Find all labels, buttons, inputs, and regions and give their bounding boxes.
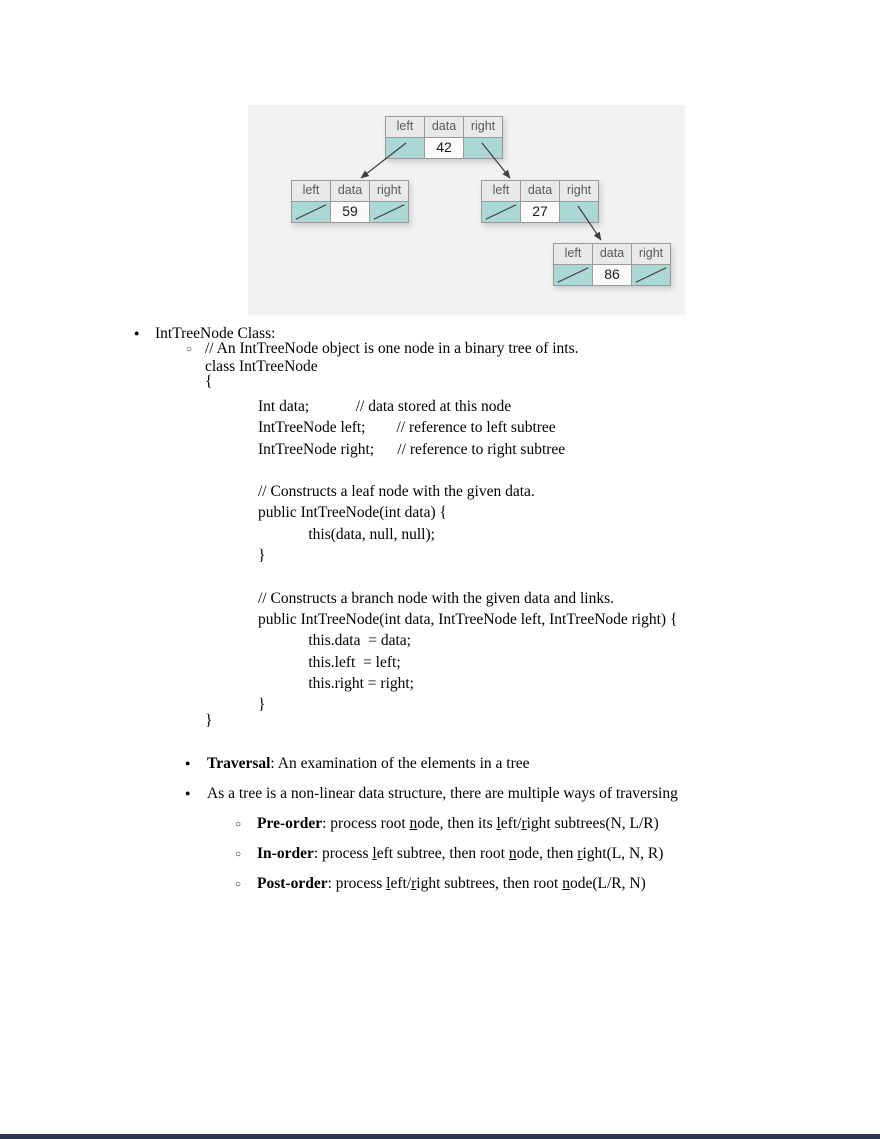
null-slash-icon — [554, 265, 592, 285]
inorder-bullet: In-order: process left subtree, then root node, then right(L, N, R) — [257, 845, 664, 862]
node-value: 27 — [520, 201, 560, 223]
right-pointer-cell-null — [369, 201, 409, 223]
postorder-bullet: Post-order: process left/right subtrees, then root node(L/R, N) — [257, 875, 646, 892]
header-right-label: right — [369, 180, 409, 202]
code-line: IntTreeNode right; // reference to right subtree — [258, 440, 566, 458]
class-declaration-text: class IntTreeNode — [205, 357, 318, 375]
left-pointer-cell — [385, 137, 425, 159]
node-value: 86 — [592, 264, 632, 286]
bullet-disc-icon — [134, 326, 155, 344]
right-pointer-cell-null — [631, 264, 671, 286]
list-item — [185, 754, 530, 775]
code-line: this.left = left; — [258, 653, 401, 671]
null-slash-icon — [632, 265, 670, 285]
code-line: // Constructs a leaf node with the given data. — [258, 483, 535, 501]
bullet-disc-icon — [185, 754, 207, 775]
code-line: } — [258, 696, 266, 714]
code-line: public IntTreeNode(int data, IntTreeNode left, IntTreeNode right) { — [258, 610, 678, 628]
list-item — [186, 341, 579, 374]
bullet-circle-icon — [235, 844, 257, 865]
code-line: this.data = data; — [258, 632, 411, 650]
node-value: 42 — [424, 137, 464, 159]
node-header-row — [291, 180, 409, 202]
list-item — [235, 814, 659, 835]
header-left-label: left — [291, 180, 331, 202]
header-right-label: right — [463, 116, 503, 138]
left-pointer-cell-null — [553, 264, 593, 286]
tree-node-root — [385, 116, 503, 159]
null-slash-icon — [482, 202, 520, 222]
code-line — [258, 460, 677, 481]
bullet-circle-icon — [235, 874, 257, 895]
nonlinear-bullet: As a tree is a non-linear data structure, there are multiple ways of traversing — [207, 785, 678, 802]
list-item — [235, 874, 646, 895]
class-comment-text: // An IntTreeNode object is one node in a binary tree of ints. — [205, 340, 579, 357]
tree-node-right-right-child — [553, 243, 671, 286]
list-item — [235, 844, 663, 865]
left-pointer-cell-null — [481, 201, 521, 223]
open-brace: { — [205, 373, 213, 390]
bullet-circle-icon — [235, 814, 257, 835]
bullet-circle-icon — [186, 341, 205, 359]
tree-node-left-child — [291, 180, 409, 223]
node-header-row — [553, 243, 671, 265]
code-line: this.right = right; — [258, 674, 414, 692]
null-slash-icon — [370, 202, 408, 222]
code-line: } — [258, 547, 266, 565]
code-block — [258, 396, 677, 715]
header-left-label: left — [553, 243, 593, 265]
node-header-row — [481, 180, 599, 202]
bullet-disc-icon — [185, 784, 207, 805]
preorder-bullet: Pre-order: process root node, then its left/right subtrees(N, L/R) — [257, 815, 659, 832]
right-pointer-cell — [559, 201, 599, 223]
binary-tree-diagram — [248, 105, 685, 315]
header-left-label: left — [481, 180, 521, 202]
close-brace: } — [205, 712, 213, 729]
traversal-bullet: Traversal: An examination of the elements in a tree — [207, 755, 530, 772]
code-line: public IntTreeNode(int data) { — [258, 504, 447, 522]
code-line: // Constructs a branch node with the given data and links. — [258, 589, 614, 607]
header-right-label: right — [559, 180, 599, 202]
node-value: 59 — [330, 201, 370, 223]
header-data-label: data — [424, 116, 464, 138]
header-data-label: data — [592, 243, 632, 265]
node-header-row — [385, 116, 503, 138]
node-value-row — [553, 264, 671, 286]
node-value-row — [291, 201, 409, 223]
right-pointer-cell — [463, 137, 503, 159]
header-data-label: data — [330, 180, 370, 202]
header-data-label: data — [520, 180, 560, 202]
list-item — [185, 784, 678, 805]
code-line: IntTreeNode left; // reference to left subtree — [258, 419, 556, 437]
node-value-row — [481, 201, 599, 223]
code-line — [258, 566, 677, 587]
node-value-row — [385, 137, 503, 159]
null-slash-icon — [292, 202, 330, 222]
header-left-label: left — [385, 116, 425, 138]
tree-node-right-child — [481, 180, 599, 223]
left-pointer-cell-null — [291, 201, 331, 223]
header-right-label: right — [631, 243, 671, 265]
class-bullet-label: IntTreeNode Class: — [155, 325, 276, 342]
code-line: this(data, null, null); — [258, 525, 435, 543]
code-line: Int data; // data stored at this node — [258, 398, 512, 415]
viewport-bottom-edge — [0, 1134, 880, 1139]
